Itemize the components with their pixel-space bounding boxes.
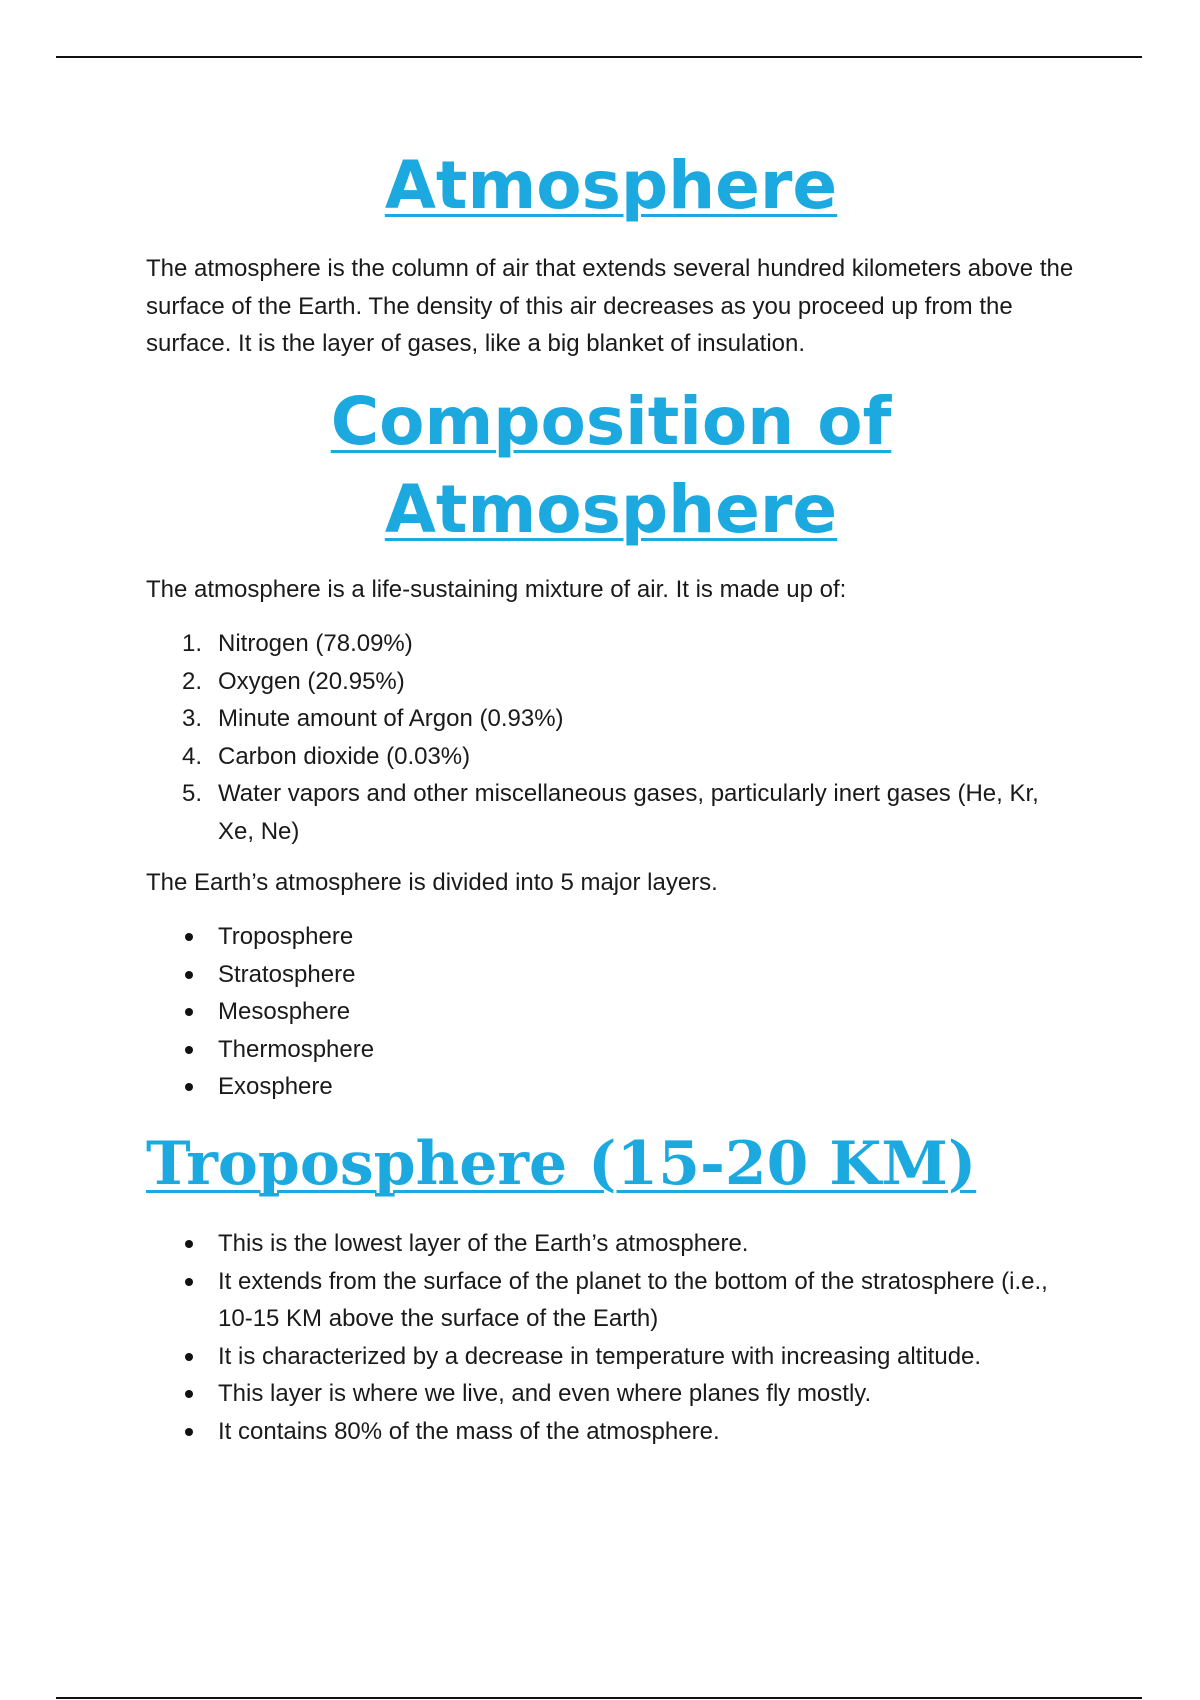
bullet-icon — [185, 1240, 193, 1248]
troposphere-list — [146, 1225, 1076, 1450]
list-number: 1. — [182, 630, 203, 657]
list-item — [146, 663, 1076, 701]
heading-troposphere: Troposphere (15-20 KM) — [146, 1129, 977, 1199]
title-atmosphere: Atmosphere — [384, 147, 838, 224]
list-item — [146, 1413, 1076, 1451]
list-item-text: Troposphere — [218, 923, 354, 950]
list-item-text: This is the lowest layer of the Earth’s atmosphere. — [218, 1230, 749, 1257]
list-item-text: It extends from the surface of the planet to the bottom of the stratosphere (i.e., 10-15 KM above the surface of the Earth) — [218, 1267, 1048, 1332]
list-item — [146, 1225, 1076, 1263]
heading-composition-line2: Atmosphere — [384, 471, 838, 548]
list-item-text: Oxygen (20.95%) — [218, 667, 405, 695]
layers-list — [146, 918, 1076, 1106]
composition-list — [146, 625, 1076, 850]
list-number: 4. — [182, 742, 203, 770]
list-item — [146, 1031, 1076, 1069]
bullet-icon — [185, 971, 193, 979]
list-item — [146, 625, 1076, 663]
list-item — [146, 1263, 1076, 1338]
intro-paragraph: The atmosphere is the column of air that extends several hundred kilometers above the surface of the Earth. The density of this air decreases as you proceed up from the surface. It is the layer of gases, like a big blanket of insulation. — [146, 255, 1074, 357]
bullet-icon — [185, 1008, 193, 1016]
list-item-text: Carbon dioxide (0.03%) — [218, 742, 471, 770]
layers-intro: The Earth’s atmosphere is divided into 5 major layers. — [146, 869, 718, 896]
list-item — [146, 918, 1076, 956]
top-rule — [56, 56, 1142, 58]
list-number: 2. — [182, 667, 203, 695]
list-number: 5. — [182, 780, 203, 807]
list-item-text: Water vapors and other miscellaneous gases, particularly inert gases (He, Kr, Xe, Ne) — [218, 780, 1039, 845]
bullet-icon — [185, 1428, 193, 1436]
list-item — [146, 993, 1076, 1031]
bullet-icon — [185, 933, 193, 941]
list-item — [146, 700, 1076, 738]
list-item — [146, 738, 1076, 776]
list-item-text: Thermosphere — [218, 1035, 375, 1063]
list-item — [146, 956, 1076, 994]
bullet-icon — [185, 1083, 193, 1091]
list-item-text: Mesosphere — [218, 998, 351, 1025]
heading-composition-line1: Composition of — [330, 383, 892, 460]
list-item — [146, 1068, 1076, 1106]
list-item-text: This layer is where we live, and even where planes fly mostly. — [218, 1380, 872, 1407]
bullet-icon — [185, 1390, 193, 1398]
list-item-text: Exosphere — [218, 1073, 333, 1100]
list-item-text: It is characterized by a decrease in temperature with increasing altitude. — [218, 1342, 982, 1370]
list-item-text: Stratosphere — [218, 960, 356, 988]
bullet-icon — [185, 1046, 193, 1054]
list-item — [146, 1338, 1076, 1376]
bottom-rule — [56, 1697, 1142, 1699]
list-item — [146, 1375, 1076, 1413]
bullet-icon — [185, 1353, 193, 1361]
list-item-text: Nitrogen (78.09%) — [218, 630, 413, 657]
list-item — [146, 775, 1076, 850]
bullet-icon — [185, 1278, 193, 1286]
list-number: 3. — [182, 705, 203, 732]
list-item-text: It contains 80% of the mass of the atmosphere. — [218, 1417, 720, 1445]
composition-intro: The atmosphere is a life-sustaining mixture of air. It is made up of: — [146, 576, 847, 603]
list-item-text: Minute amount of Argon (0.93%) — [218, 705, 564, 732]
